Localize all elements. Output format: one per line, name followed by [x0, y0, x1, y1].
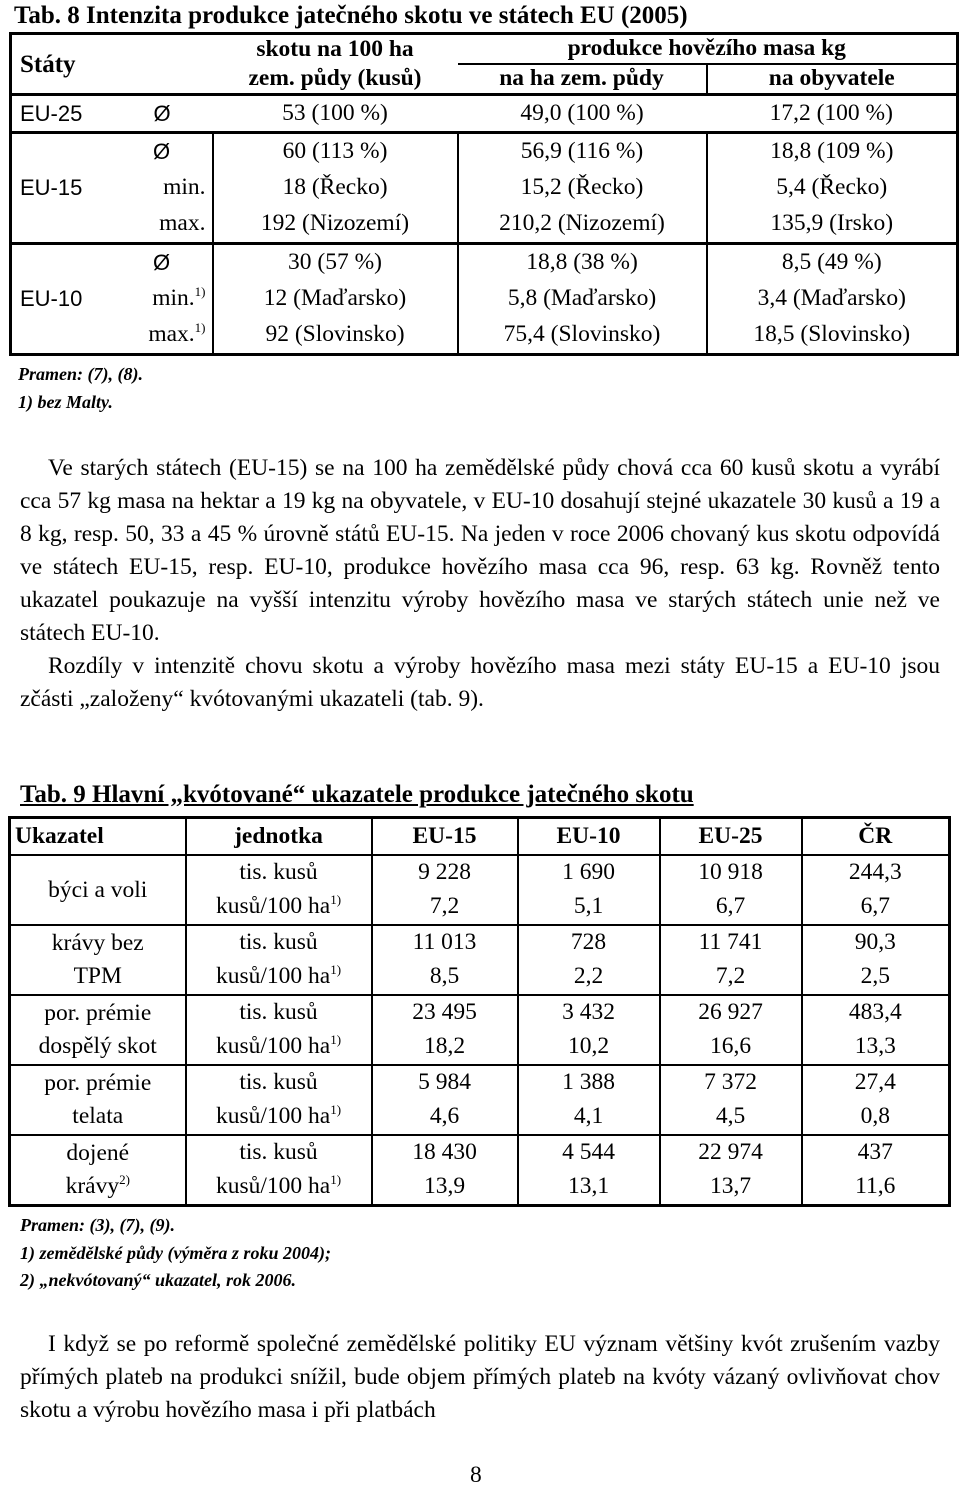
indicator-line: por. prémie	[44, 1070, 152, 1096]
eu25-per-ha: 49,0 (100 %)	[458, 95, 707, 133]
value-eu15: 23 495	[372, 995, 518, 1030]
eu15-max-per-capita: 135,9 (Irsko)	[707, 206, 958, 244]
header-cr: ČR	[802, 818, 950, 856]
page-number: 8	[470, 1462, 482, 1488]
unit-cell: kusů/100 $ha^{1)}$	[186, 1170, 372, 1206]
value-eu25: 26 927	[660, 995, 802, 1030]
footnote-marker: 2)	[119, 1172, 130, 1187]
eu10-avg-label: Ø	[152, 250, 171, 275]
eu15-avg-per-capita: 18,8 (109 %)	[707, 133, 958, 171]
paragraph: Rozdíly v intenzitě chovu skotu a výroby hovězího masa mezi státy EU-15 a EU-10 jsou zčásti „založeny“ kvótovanými ukazateli (tab. 9).	[20, 653, 940, 712]
table9-note-2: 2) „nekvótovaný“ ukazatel, rok 2006.	[20, 1270, 296, 1290]
eu15-min-label: min.	[163, 174, 206, 201]
value-eu10: 1 388	[518, 1065, 660, 1100]
value-cr: 27,4	[802, 1065, 950, 1100]
table-row	[10, 925, 950, 960]
value-eu25: 22 974	[660, 1135, 802, 1170]
value-eu15: 7,2	[372, 890, 518, 925]
eu25-per-capita: 17,2 (100 %)	[707, 95, 958, 133]
eu10-min-per-capita: 3,4 (Maďarsko)	[707, 281, 958, 317]
eu15-label: EU-15	[11, 133, 112, 244]
value-eu10: 10,2	[518, 1030, 660, 1065]
value-eu15: 4,6	[372, 1100, 518, 1135]
unit-cell: kusů/100 $ha^{1)}$	[186, 1030, 372, 1065]
eu25-avg-symbol: Ø	[112, 95, 213, 133]
eu15-avg-per-ha: 56,9 (116 %)	[458, 133, 707, 171]
table9-source: Pramen: (3), (7), (9).	[20, 1215, 175, 1235]
indicator-cell	[10, 925, 186, 995]
footnote-marker: 1)	[330, 962, 342, 978]
value-eu10: 5,1	[518, 890, 660, 925]
value-eu25: 13,7	[660, 1170, 802, 1206]
eu15-min-per-capita: 5,4 (Řecko)	[707, 170, 958, 206]
value-cr: 90,3	[802, 925, 950, 960]
eu15-min-per-ha: 15,2 (Řecko)	[458, 170, 707, 206]
table9-note-1: 1) zemědělské půdy (výměra z roku 2004);	[20, 1243, 331, 1263]
eu10-avg-per-ha: 18,8 (38 %)	[458, 244, 707, 282]
eu25-label: EU-25	[11, 95, 112, 133]
eu10-min-label: min.$^{1)}$	[152, 284, 206, 312]
value-cr: 437	[802, 1135, 950, 1170]
indicator-line: krávy bez	[51, 930, 144, 956]
eu10-max-per-capita: 18,5 (Slovinsko)	[707, 317, 958, 355]
value-cr: 483,4	[802, 995, 950, 1030]
body-text-2	[20, 1328, 940, 1427]
beef-header: produkce hovězího masa kg	[567, 35, 846, 62]
eu15-avg-label: Ø	[152, 139, 171, 164]
body-text-1	[20, 452, 940, 716]
value-eu25: 16,6	[660, 1030, 802, 1065]
indicator-line: telata	[72, 1103, 124, 1129]
footnote-marker: 1)	[330, 1172, 342, 1188]
table-row	[10, 1065, 950, 1100]
indicator-line: dospělý skot	[38, 1033, 157, 1059]
value-eu15: 9 228	[372, 855, 518, 890]
eu15-min-cattle: 18 (Řecko)	[213, 170, 458, 206]
value-eu15: 11 013	[372, 925, 518, 960]
eu10-max-cattle: 92 (Slovinsko)	[213, 317, 458, 355]
footnote-marker: 1)	[330, 1102, 342, 1118]
paragraph: Ve starých státech (EU-15) se na 100 ha zemědělské půdy chová cca 60 kusů skotu a vyrábí cca 57 kg masa na hektar a 19 kg na obyvatele, v EU-10 dosahují stejné ukazatele 30 kusů a 19 a 8 kg, resp. 50, 33 a 45 % úrovně států EU-15. Na jeden v roce 2006 chovaný kus skotu odpovídá ve státech EU-15, resp. EU-10, produkce hovězího masa cca 96, resp. 63 kg. Rovněž tento ukazatel poukazuje na vyšší intenzitu výroby hovězího masa ve starých státech unie než ve státech EU-10.	[20, 455, 940, 646]
value-eu15: 13,9	[372, 1170, 518, 1206]
value-eu25: 10 918	[660, 855, 802, 890]
unit-cell: tis. kusů	[186, 995, 372, 1030]
value-eu15: 18 430	[372, 1135, 518, 1170]
indicator-cell	[10, 1065, 186, 1135]
header-indicator: Ukazatel	[10, 818, 186, 856]
unit-cell: tis. kusů	[186, 925, 372, 960]
eu10-max-label: max.$^{1)}$	[148, 320, 206, 348]
cattle-header-line1: skotu na 100 ha	[256, 35, 414, 62]
eu10-avg-cattle: 30 (57 %)	[213, 244, 458, 282]
value-eu15: 8,5	[372, 960, 518, 995]
value-eu25: 6,7	[660, 890, 802, 925]
value-eu10: 4,1	[518, 1100, 660, 1135]
value-eu10: 2,2	[518, 960, 660, 995]
value-eu10: 4 544	[518, 1135, 660, 1170]
header-eu15: EU-15	[372, 818, 518, 856]
table9-caption: Tab. 9 Hlavní „kvótované“ ukazatele produkce jatečného skotu	[20, 781, 694, 808]
value-eu10: 728	[518, 925, 660, 960]
eu10-min-cattle: 12 (Maďarsko)	[213, 281, 458, 317]
cattle-header-line2: zem. půdy (kusů)	[213, 64, 458, 95]
footnote-marker: 1)	[194, 284, 206, 300]
value-eu15: 18,2	[372, 1030, 518, 1065]
indicator-cell	[10, 995, 186, 1065]
footnote-marker: 1)	[330, 892, 342, 908]
table8-caption: Tab. 8 Intenzita produkce jatečného skotu ve státech EU (2005)	[14, 2, 688, 29]
header-unit: jednotka	[186, 818, 372, 856]
value-eu25: 11 741	[660, 925, 802, 960]
value-cr: 6,7	[802, 890, 950, 925]
per-capita-header: na obyvatele	[707, 64, 958, 95]
table-row	[10, 855, 950, 890]
header-eu25: EU-25	[660, 818, 802, 856]
header-eu10: EU-10	[518, 818, 660, 856]
value-cr: 11,6	[802, 1170, 950, 1206]
indicator-line: býci a voli	[48, 876, 148, 903]
unit-cell: tis. kusů	[186, 1135, 372, 1170]
value-eu10: 13,1	[518, 1170, 660, 1206]
per-ha-header: na ha zem. půdy	[458, 64, 707, 95]
unit-cell: kusů/100 $ha^{1)}$	[186, 1100, 372, 1135]
states-header: Státy	[11, 34, 213, 95]
table8	[9, 32, 959, 356]
eu10-label: EU-10	[20, 286, 83, 311]
table8-source: Pramen: (7), (8).	[18, 364, 143, 384]
value-cr: 244,3	[802, 855, 950, 890]
table8-note: 1) bez Malty.	[18, 392, 113, 412]
eu15-max-per-ha: 210,2 (Nizozemí)	[458, 206, 707, 244]
table-row	[10, 1135, 950, 1170]
indicator-line: dojené	[66, 1140, 130, 1166]
eu10-min-per-ha: 5,8 (Maďarsko)	[458, 281, 707, 317]
unit-cell: tis. kusů	[186, 1065, 372, 1100]
value-cr: 0,8	[802, 1100, 950, 1135]
footnote-marker: 1)	[194, 320, 206, 336]
table-row	[10, 995, 950, 1030]
eu10-max-per-ha: 75,4 (Slovinsko)	[458, 317, 707, 355]
table9-body	[10, 855, 950, 1206]
paragraph: I když se po reformě společné zemědělské politiky EU význam většiny kvót zrušením vazby přímých plateb na produkci snížil, bude objem přímých plateb na kvóty vázaný ovlivňovat chov skotu a výrobu hovězího masa i při platbách	[20, 1331, 940, 1423]
unit-cell: kusů/100 $ha^{1)}$	[186, 890, 372, 925]
footnote-marker: 1)	[330, 1032, 342, 1048]
unit-cell: tis. kusů	[186, 855, 372, 890]
table9	[8, 816, 951, 1207]
value-cr: 2,5	[802, 960, 950, 995]
eu15-max-label: max.	[112, 206, 213, 244]
value-eu15: 5 984	[372, 1065, 518, 1100]
eu15-max-cattle: 192 (Nizozemí)	[213, 206, 458, 244]
value-eu25: 4,5	[660, 1100, 802, 1135]
indicator-cell	[10, 1135, 186, 1206]
value-eu10: 3 432	[518, 995, 660, 1030]
value-eu10: 1 690	[518, 855, 660, 890]
value-eu25: 7,2	[660, 960, 802, 995]
eu15-avg-cattle: 60 (113 %)	[213, 133, 458, 171]
indicator-cell	[10, 855, 186, 925]
value-cr: 13,3	[802, 1030, 950, 1065]
eu25-cattle: 53 (100 %)	[213, 95, 458, 133]
indicator-line: por. prémie	[44, 1000, 152, 1026]
indicator-line: TPM	[73, 963, 122, 989]
unit-cell: kusů/100 $ha^{1)}$	[186, 960, 372, 995]
eu10-avg-per-capita: 8,5 (49 %)	[707, 244, 958, 282]
indicator-line: krávy	[65, 1173, 120, 1199]
value-eu25: 7 372	[660, 1065, 802, 1100]
